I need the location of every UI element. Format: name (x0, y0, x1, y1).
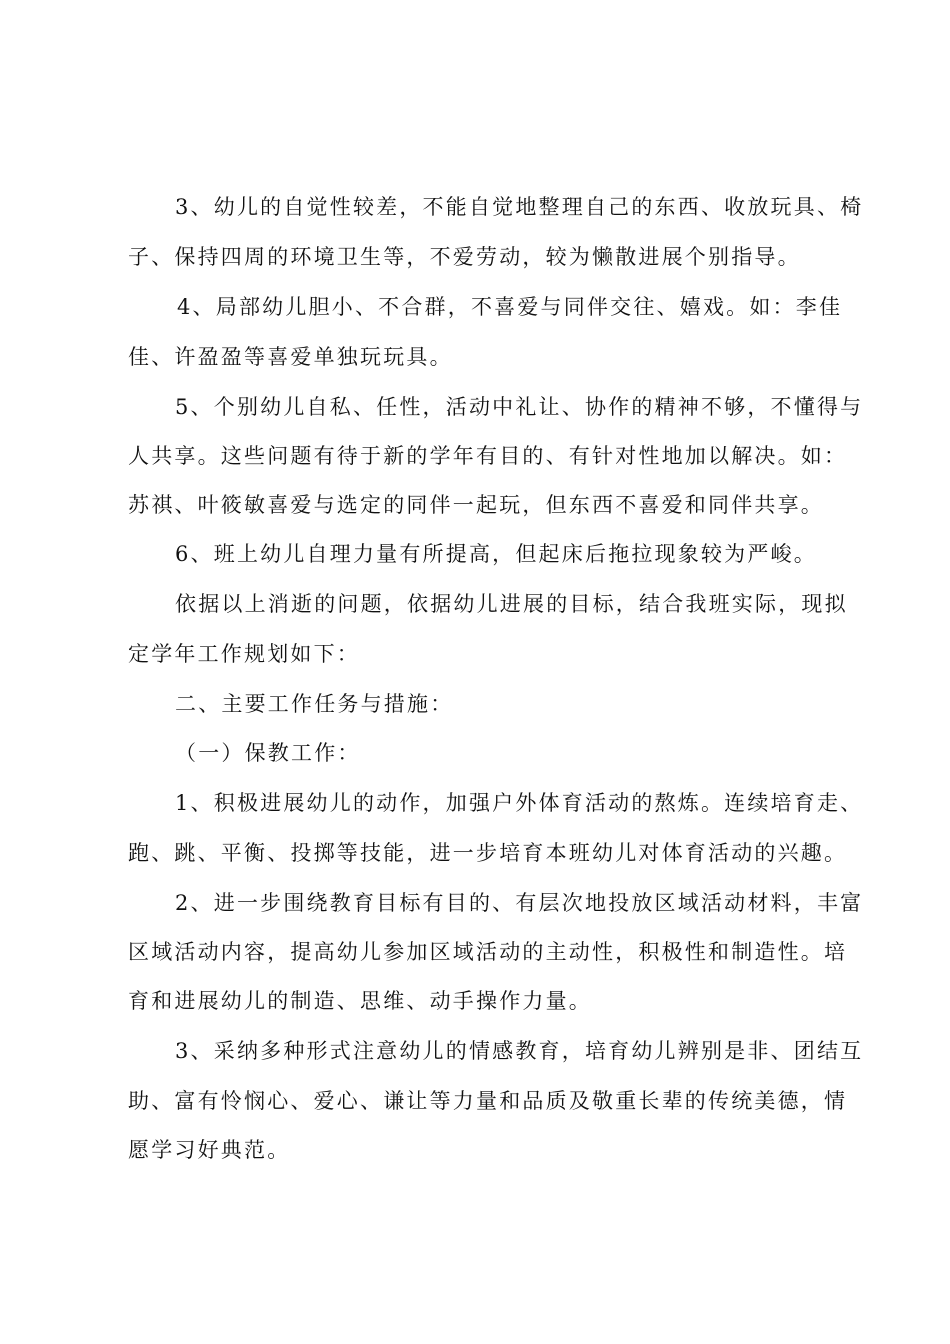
paragraph-7-line-3: 育和进展幼儿的制造、思维、动手操作力量。 (128, 989, 592, 1013)
paragraph-8-line-3: 愿学习好典范。 (128, 1138, 291, 1162)
section-heading: 二、主要工作任务与措施： (175, 692, 454, 716)
subsection-heading: （一）保教工作： (175, 741, 361, 765)
paragraph-4-line-1: 6、班上幼儿自理力量有所提高，但起床后拖拉现象较为严峻。 (175, 542, 817, 566)
paragraph-6-line-2: 跑、跳、平衡、投掷等技能，进一步培育本班幼儿对体育活动的兴趣。 (128, 841, 848, 865)
paragraph-3-line-1: 5、个别幼儿自私、任性，活动中礼让、协作的精神不够，不懂得与 (175, 395, 864, 419)
paragraph-3-line-2: 人共享。这些问题有待于新的学年有目的、有针对性地加以解决。如： (128, 444, 848, 468)
paragraph-8-line-2: 助、富有怜悯心、爱心、谦让等力量和品质及敬重长辈的传统美德，情 (128, 1089, 848, 1113)
paragraph-5-line-2: 定学年工作规划如下： (128, 642, 360, 666)
paragraph-1-line-1: 3、幼儿的自觉性较差，不能自觉地整理自己的东西、收放玩具、椅 (175, 195, 864, 219)
paragraph-2-line-2: 佳、许盈盈等喜爱单独玩玩具。 (128, 345, 453, 369)
paragraph-1-line-2: 子、保持四周的环境卫生等，不爱劳动，较为懒散进展个别指导。 (128, 245, 801, 269)
paragraph-5-line-1: 依据以上消逝的问题，依据幼儿进展的目标，结合我班实际，现拟 (175, 592, 848, 616)
paragraph-7-line-1: 2、进一步围绕教育目标有目的、有层次地投放区域活动材料，丰富 (175, 891, 864, 915)
paragraph-3-line-3: 苏祺、叶筱敏喜爱与选定的同伴一起玩，但东西不喜爱和同伴共享。 (128, 493, 824, 517)
paragraph-8-line-1: 3、采纳多种形式注意幼儿的情感教育，培育幼儿辨别是非、团结互 (175, 1039, 864, 1063)
paragraph-7-line-2: 区域活动内容，提高幼儿参加区域活动的主动性，积极性和制造性。培 (128, 940, 848, 964)
paragraph-6-line-1: 1、积极进展幼儿的动作，加强户外体育活动的熬炼。连续培育走、 (175, 791, 864, 815)
paragraph-2-line-1: 4、局部幼儿胆小、不合群，不喜爱与同伴交往、嬉戏。如：李佳 (177, 295, 843, 319)
